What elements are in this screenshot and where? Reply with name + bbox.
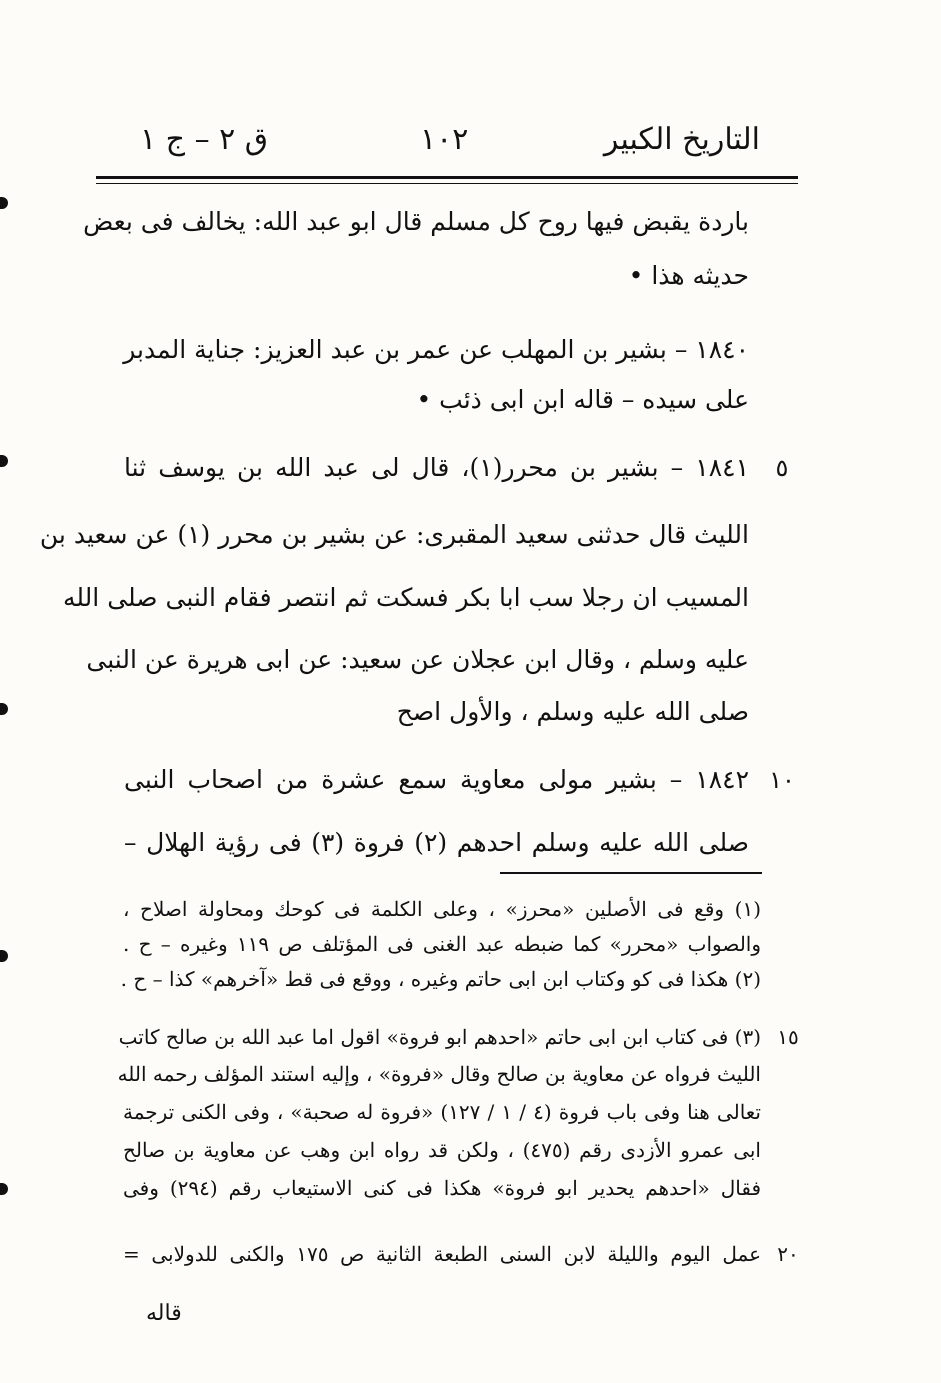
line-number: ٢٠ — [777, 1242, 799, 1266]
text-line: عليه وسلم ، وقال ابن عجلان عن سعيد: عن ابى هريرة عن النبى — [86, 645, 749, 674]
footnote-separator — [500, 872, 762, 874]
text-line: صلى الله عليه وسلم احدهم (٢) فروة (٣) فى رؤية الهلال – — [124, 828, 749, 857]
binding-mark — [0, 197, 8, 209]
text-line: صلى الله عليه وسلم ، والأول اصح — [396, 697, 749, 726]
catchword: قاله — [146, 1301, 182, 1326]
footnote-line: (١) وقع فى الأصلين «محرز» ، وعلى الكلمة فى كوحك ومحاولة اصلاح ، — [123, 897, 761, 921]
volume-reference: ق ٢ – ج ١ — [140, 122, 269, 157]
binding-mark — [0, 455, 8, 467]
text-line: المسيب ان رجلا سب ابا بكر فسكت ثم انتصر فقام النبى صلى الله — [63, 583, 749, 612]
text-line: الليث قال حدثنى سعيد المقبرى: عن بشير بن محرر (١) عن سعيد بن — [39, 520, 749, 549]
binding-mark — [0, 950, 8, 962]
footnote-line: (٢) هكذا فى كو وكتاب ابن ابى حاتم وغيره ، ووقع فى قط «آخرهم» كذا – ح . — [120, 967, 761, 991]
footnote-line: (٣) فى كتاب ابن ابى حاتم «احدهم ابو فروة» اقول اما عبد الله بن صالح كاتب — [118, 1025, 761, 1049]
binding-mark — [0, 703, 8, 715]
footnote-line: تعالى هنا وفى باب فروة (٤ / ١ / ١٢٧) «فروة له صحبة» ، وفى الكنى ترجمة — [123, 1100, 762, 1124]
footnote-line: الليث فرواه عن معاوية بن صالح وقال «فروة» ، وإليه استند المؤلف رحمه الله — [117, 1062, 761, 1086]
binding-mark — [0, 1183, 8, 1195]
header-rule-thick — [96, 176, 798, 179]
text-line: على سيده – قاله ابن ابى ذئب • — [416, 385, 749, 414]
text-line: حديثه هذا • — [628, 261, 749, 290]
footnote-line: فقال «احدهم يحدير ابو فروة» هكذا فى كنى الاستيعاب رقم (٢٩٤) وفى — [123, 1176, 761, 1200]
footnote-line: عمل اليوم والليلة لابن السنى الطبعة الثانية ص ١٧٥ والكنى للدولابى = — [123, 1242, 762, 1266]
header-rule-thin — [96, 183, 798, 184]
line-number: ١٥ — [777, 1025, 799, 1049]
text-line: باردة يقبض فيها روح كل مسلم قال ابو عبد الله: يخالف فى بعض — [83, 207, 749, 236]
footnote-line: والصواب «محرر» كما ضبطه عبد الغنى فى المؤتلف ص ١١٩ وغيره – ح . — [123, 932, 761, 956]
line-number: ١٠ — [769, 766, 795, 794]
running-header — [120, 118, 760, 168]
text-line: ١٨٤١ – بشير بن محرر(١)، قال لى عبد الله بن يوسف ثنا — [124, 453, 749, 482]
book-title: التاريخ الكبير — [603, 122, 760, 157]
footnote-line: ابى عمرو الأزدى رقم (٤٧٥) ، ولكن قد رواه ابن وهب عن معاوية بن صالح — [123, 1138, 761, 1162]
text-line: ١٨٤٢ – بشير مولى معاوية سمع عشرة من اصحاب النبى — [124, 765, 749, 794]
text-line: ١٨٤٠ – بشير بن المهلب عن عمر بن عبد العزيز: جناية المدبر — [123, 335, 749, 364]
line-number: ٥ — [775, 454, 789, 482]
page-number: ١٠٢ — [420, 122, 469, 157]
